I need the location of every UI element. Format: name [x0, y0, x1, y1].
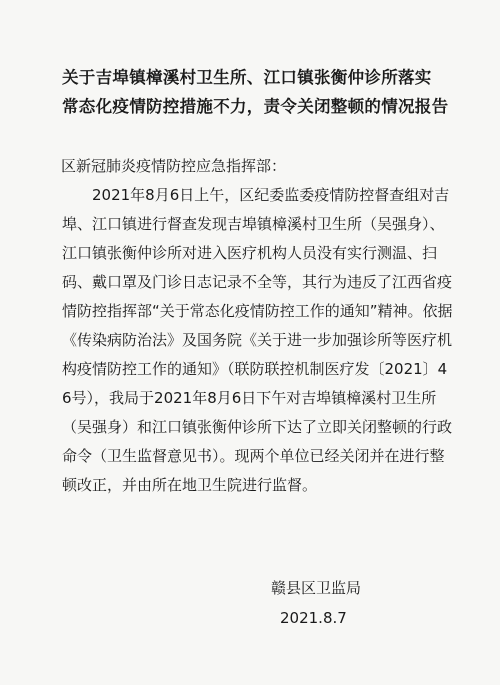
body-line-8: 6号），我局于2021年8月6日下午对吉埠镇樟溪村卫生所 [62, 389, 437, 407]
report-title-line-2: 常态化疫情防控措施不力，责令关闭整顿的情况报告 [62, 97, 449, 116]
body-line-4: 码、戴口罩及门诊日志记录不全等，其行为违反了江西省疫 [62, 273, 453, 291]
report-title-line-1: 关于吉埠镇樟溪村卫生所、江口镇张衡仲诊所落实 [62, 68, 432, 87]
body-line-1: 2021年8月6日上午，区纪委监委疫情防控督查组对吉 [92, 186, 450, 204]
body-line-7: 构疫情防控工作的通知》（联防联控机制医疗发〔2021〕4 [62, 360, 448, 378]
body-line-3: 江口镇张衡仲诊所对进入医疗机构人员没有实行测温、扫 [62, 244, 438, 262]
body-line-11: 顿改正，并由所在地卫生院进行监督。 [62, 476, 318, 494]
body-line-6: 《传染病防治法》及国务院《关于进一步加强诊所等医疗机 [62, 331, 453, 349]
signature-organization: 赣县区卫监局 [271, 579, 362, 597]
signature-date: 2021.8.7 [280, 609, 347, 627]
body-line-5: 情防控指挥部“关于常态化疫情防控工作的通知”精神。依据 [62, 302, 453, 320]
body-line-10: 命令（卫生监督意见书）。现两个单位已经关闭并在进行整 [62, 447, 445, 465]
salutation: 区新冠肺炎疫情防控应急指挥部： [61, 157, 287, 175]
body-line-2: 埠、江口镇进行督查发现吉埠镇樟溪村卫生所（吴强身）、 [62, 215, 445, 233]
body-line-9: （吴强身）和江口镇张衡仲诊所下达了立即关闭整顿的行政 [62, 418, 453, 436]
